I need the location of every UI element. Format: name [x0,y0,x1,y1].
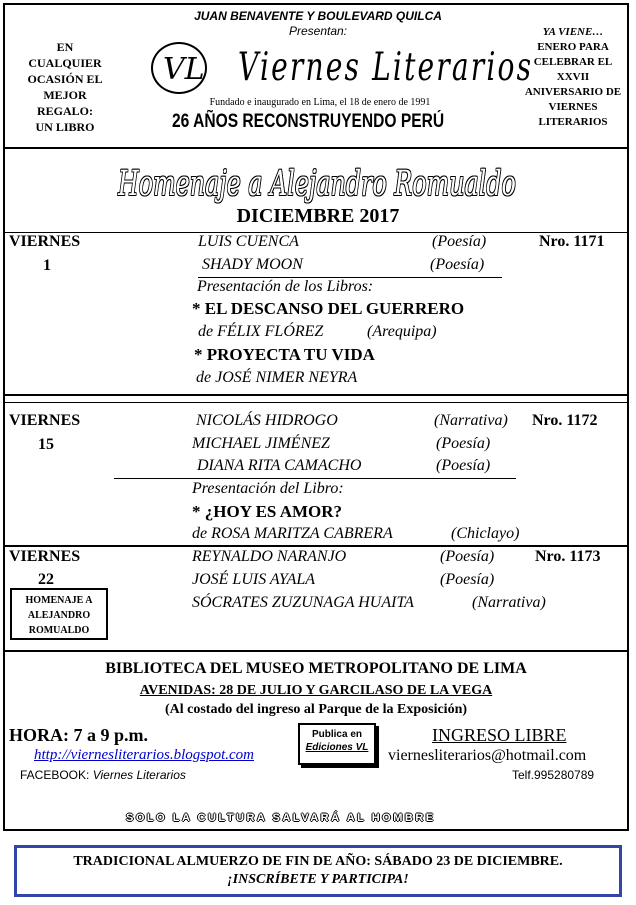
authors-underline [114,478,516,479]
right-anniversary-note [518,25,628,130]
founded-line: Fundado e inaugurado en Lima, el 18 de enero de 1991 [209,97,431,108]
entry-free: INGRESO LIBRE [432,725,567,745]
event-hours: HORA: 7 a 9 p.m. [9,725,148,745]
author-genre: (Narrativa) [434,412,508,429]
left-note-line: REGALO: [36,104,93,118]
session-2-number: Nro. 1172 [532,412,598,429]
venue-name: BIBLIOTECA DEL MUSEO METROPOLITANO DE LIMA [105,660,527,677]
header-divider [3,147,629,149]
book-place: (Arequipa) [367,323,437,340]
badge-line: HOMENAJE A [25,595,93,606]
publica-line1: Publica en [311,729,362,740]
left-note-line: CUALQUIER [28,56,102,70]
facebook-line [20,768,186,782]
author-genre: (Narrativa) [472,594,546,611]
brand-name: Viernes Literarios [238,45,534,90]
presenters-line: JUAN BENAVENTE Y BOULEVARD QUILCA [194,9,442,23]
author-genre: (Poesía) [440,548,495,565]
right-note-line: ENERO PARA [537,41,609,53]
left-gift-note [26,39,104,135]
author-name: JOSÉ LUIS AYALA [192,571,316,588]
homage-badge [10,588,108,640]
left-note-line: MEJOR [43,88,87,102]
session-1-number: Nro. 1171 [539,233,605,250]
author-genre: (Poesía) [430,256,485,273]
session-divider [3,545,629,547]
right-note-line: LITERARIOS [538,116,608,128]
right-note-line: VIERNES [548,101,598,113]
session-2-day-number: 15 [38,436,54,453]
contact-email[interactable]: viernesliterarios@hotmail.com [388,747,587,764]
session-3-day-label: VIERNES [9,548,81,565]
badge-line: ALEJANDRO [27,610,91,621]
author-name: DIANA RITA CAMACHO [197,457,362,474]
venue-divider [3,650,629,652]
book-title: * EL DESCANSO DEL GUERRERO [192,299,465,318]
book-place: (Chiclayo) [451,525,520,542]
author-genre: (Poesía) [440,571,495,588]
right-note-line: YA VIENE… [542,26,604,38]
slogan: SOLO LA CULTURA SALVARÁ AL HOMBRE [126,812,436,824]
month-divider [3,232,629,233]
session-2-day-label: VIERNES [9,412,81,429]
session-3-number: Nro. 1173 [535,548,601,565]
author-genre: (Poesía) [436,435,491,452]
left-note-line: UN LIBRO [35,120,95,134]
facebook-name[interactable]: Viernes Literarios [92,768,186,782]
book-title: * ¿HOY ES AMOR? [192,502,343,521]
author-name: MICHAEL JIMÉNEZ [192,435,330,452]
years-tagline: 26 AÑOS RECONSTRUYENDO PERÚ [172,111,445,132]
venue-note: (Al costado del ingreso al Parque de la Exposición) [164,702,468,717]
session-divider [3,394,629,396]
lunch-announcement-box [14,845,622,897]
blog-link[interactable]: http://viernesliterarios.blogspot.com [34,747,254,763]
author-name: SÓCRATES ZUZUNAGA HUAITA [192,594,414,611]
month-title: DICIEMBRE 2017 [236,205,400,227]
author-name: SHADY MOON [202,256,303,273]
homage-title: Homenaje a Alejandro Romualdo [118,164,516,204]
book-title: * PROYECTA TU VIDA [194,345,375,364]
presentan-label: Presentan: [288,24,348,38]
author-genre: (Poesía) [432,233,487,250]
badge-text [12,590,106,638]
book-author: de FÉLIX FLÓREZ [198,323,324,340]
facebook-label: FACEBOOK: [20,768,90,782]
session-divider [3,402,629,403]
book-author: de JOSÉ NIMER NEYRA [196,369,358,386]
right-note-line: CELEBRAR EL XXVII [533,56,613,83]
session-3-day-number: 22 [38,571,54,588]
publica-box [298,723,376,765]
author-name: REYNALDO NARANJO [192,548,347,565]
presentation-label: Presentación de los Libros: [197,278,374,295]
venue-address: AVENIDAS: 28 DE JULIO Y GARCILASO DE LA VEGA [139,683,493,698]
left-note-line: EN [56,40,74,54]
badge-line: ROMUALDO [28,625,90,636]
logo-initials: VL [163,52,205,87]
left-note-line: OCASIÓN EL [27,72,103,86]
author-name: NICOLÁS HIDROGO [196,412,338,429]
author-genre: (Poesía) [436,457,491,474]
author-name: LUIS CUENCA [198,233,299,250]
lunch-announcement-line1: TRADICIONAL ALMUERZO DE FIN DE AÑO: SÁBADO 23 DE DICIEMBRE. [73,854,563,869]
session-1-day-number: 1 [43,257,51,274]
publica-line2: Ediciones VL [305,742,369,753]
lunch-announcement-line2: ¡INSCRÍBETE Y PARTICIPA! [227,872,409,887]
phone-number: Telf.995280789 [512,768,595,782]
presentation-label: Presentación del Libro: [192,480,344,497]
right-note-line: ANIVERSARIO DE [524,86,622,98]
session-1-day-label: VIERNES [9,233,81,250]
book-author: de ROSA MARITZA CABRERA [192,525,393,542]
